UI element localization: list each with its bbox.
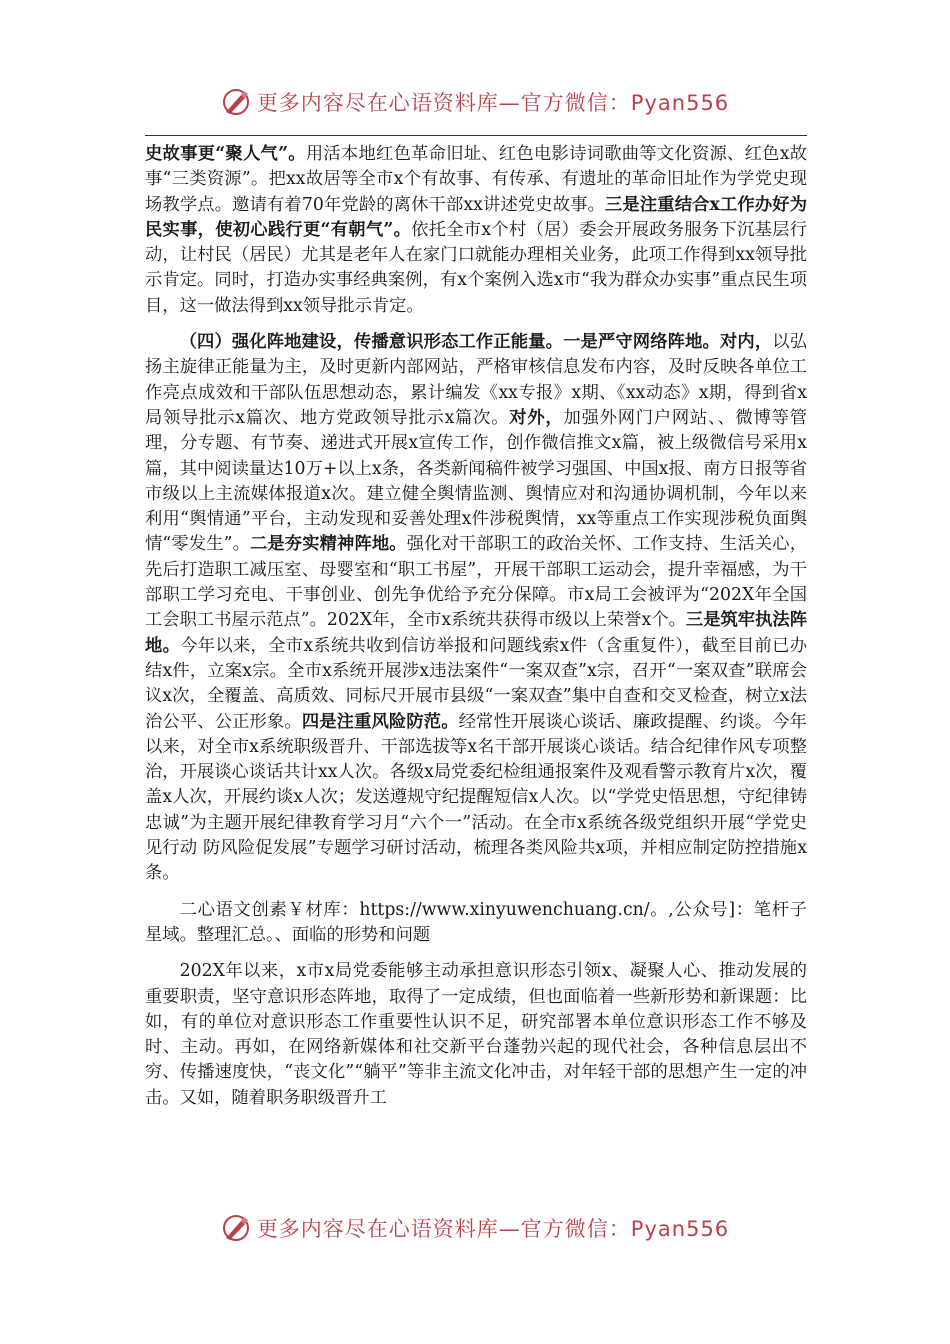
bold-heading-text: （四）强化阵地建设，传播意识形态工作正能量。一是严守网络阵地。对内， [179, 332, 773, 353]
bold-heading-text: 三是筑牢执法阵地。 [145, 610, 807, 656]
body-text: 202X年以来，x市x局党委能够主动承担意识形态引领x、凝聚人心、推动发展的重要职责，坚守意识形态阵地，取得了一定成绩，但也面临着一些新形势和新课题：比如，有的单位对意识形态工作重要性认识不足，研究部署本单位意识形态工作不够及时、主动。再如，在网络新媒体和社交新平台蓬勃兴起的现代社会，各种信息层出不穷、传播速度快，“丧文化”“躺平”等非主流文化冲击，对年轻干部的思想产生一定的冲击。又如，随着职务职级晋升工 [145, 961, 807, 1108]
body-text: 经常性开展谈心谈话、廉政提醒、约谈。今年以来，对全市x系统职级晋升、干部选拔等x名干部开展谈心谈话。结合纪律作风专项整治，开展谈心谈话共计xx人次。各级x局党委纪检组通报案件及观看警示教育片x次，覆盖x人次，开展约谈x人次；发送遵规守纪提醒短信x人次。以“学党史悟思想，守纪律铸忠诚”为主题开展纪律教育学习月“六个一”活动。在全市x系统各级党组织开展“学党史见行动 防风险促发展”专题学习研讨活动，梳理各类风险共x项，并相应制定防控措施x条。 [145, 711, 807, 884]
body-text: 依托全市x个村（居）委会开展政务服务下沉基层行动，让村民（居民）尤其是老年人在家门口就能办理相关业务，此项工作得到xx领导批示肯定。同时，打造办实事经典案例，有x个案例入选x市“我为群众办实事”重点民生项目，这一做法得到xx领导批示肯定。 [145, 219, 808, 316]
bold-heading-text: 四是注重风险防范。 [301, 711, 459, 732]
header-watermark [0, 82, 950, 122]
body-text: 强化对干部职工的政治关怀、工作支持、生活关心，先后打造职工减压室、母婴室和“职工书屋”，开展干部职工运动会，提升幸福感，为干部职工学习充电、干事创业、创先争优给予充分保障。市x局工会被评为“202X年全国工会职工书屋示范点”。202X年，全市x系统共获得市级以上荣誉x个。 [145, 534, 807, 631]
paragraph [145, 959, 807, 1111]
footer-watermark [0, 1208, 950, 1248]
body-text: 今年以来，全市x系统共收到信访举报和问题线索x件（含重复件），截至目前已办结x件，立案x宗。全市x系统开展涉x违法案件“一案双查”x宗，召开“一案双查”联席会议x次，全覆盖、高质效、同标尺开展市县级“一案双查”集中自查和交叉检查，树立x法治公平、公正形象。 [145, 635, 807, 732]
body-text: 二心语文创素￥材库：https://www.xinyuwenchuang.cn/。,公众号]：笔杆子星域。整理汇总。、面临的形势和问题 [145, 899, 807, 945]
bold-heading-text: 史故事更“聚人气”。 [145, 144, 306, 164]
body-text: 加强外网门户网站、、微博等管理，分专题、有节奏、递进式开展x宣传工作，创作微信推文x篇，被上级微信号采用x篇，其中阅读量达10万+以上x条，各类新闻稿件被学习强国、中国x报、南方日报等省市级以上主流媒体报道x次。建立健全舆情监测、舆情应对和沟通协调机制，今年以来利用“舆情通”平台，主动发现和妥善处理x件涉税舆情，xx等重点工作实现涉税负面舆情“零发生”。 [145, 407, 807, 555]
pen-logo-icon [221, 1213, 251, 1243]
footer-watermark-text: 更多内容尽在心语资料库—官方微信：Pyan556 [256, 1217, 730, 1241]
pen-logo-icon [221, 87, 251, 117]
bold-heading-text: 三是注重结合x工作办好为民实事，使初心践行更“有朝气”。 [145, 194, 807, 240]
document-body [145, 142, 807, 1111]
body-text: 用活本地红色革命旧址、红色电影诗词歌曲等文化资源、红色x故事“三类资源”。把xx故居等全市x个有故事、有传承、有遗址的革命旧址作为学党史现场教学点。邀请有着70年党龄的离休干部xx讲述党史故事。 [145, 144, 807, 215]
header-watermark-text: 更多内容尽在心语资料库—官方微信：Pyan556 [256, 91, 730, 115]
paragraph [145, 142, 807, 319]
header-rule [145, 135, 807, 136]
bold-heading-text: 二是夯实精神阵地。 [249, 534, 407, 555]
paragraph [145, 330, 807, 887]
body-text: 以弘扬主旋律正能量为主，及时更新内部网站，严格审核信息发布内容，及时反映各单位工作亮点成效和干部队伍思想动态，累计编发《xx专报》x期、《xx动态》x期，得到省x局领导批示x篇次、地方党政领导批示x篇次。 [145, 332, 807, 428]
paragraph [145, 898, 807, 949]
bold-heading-text: 对外， [509, 407, 564, 428]
